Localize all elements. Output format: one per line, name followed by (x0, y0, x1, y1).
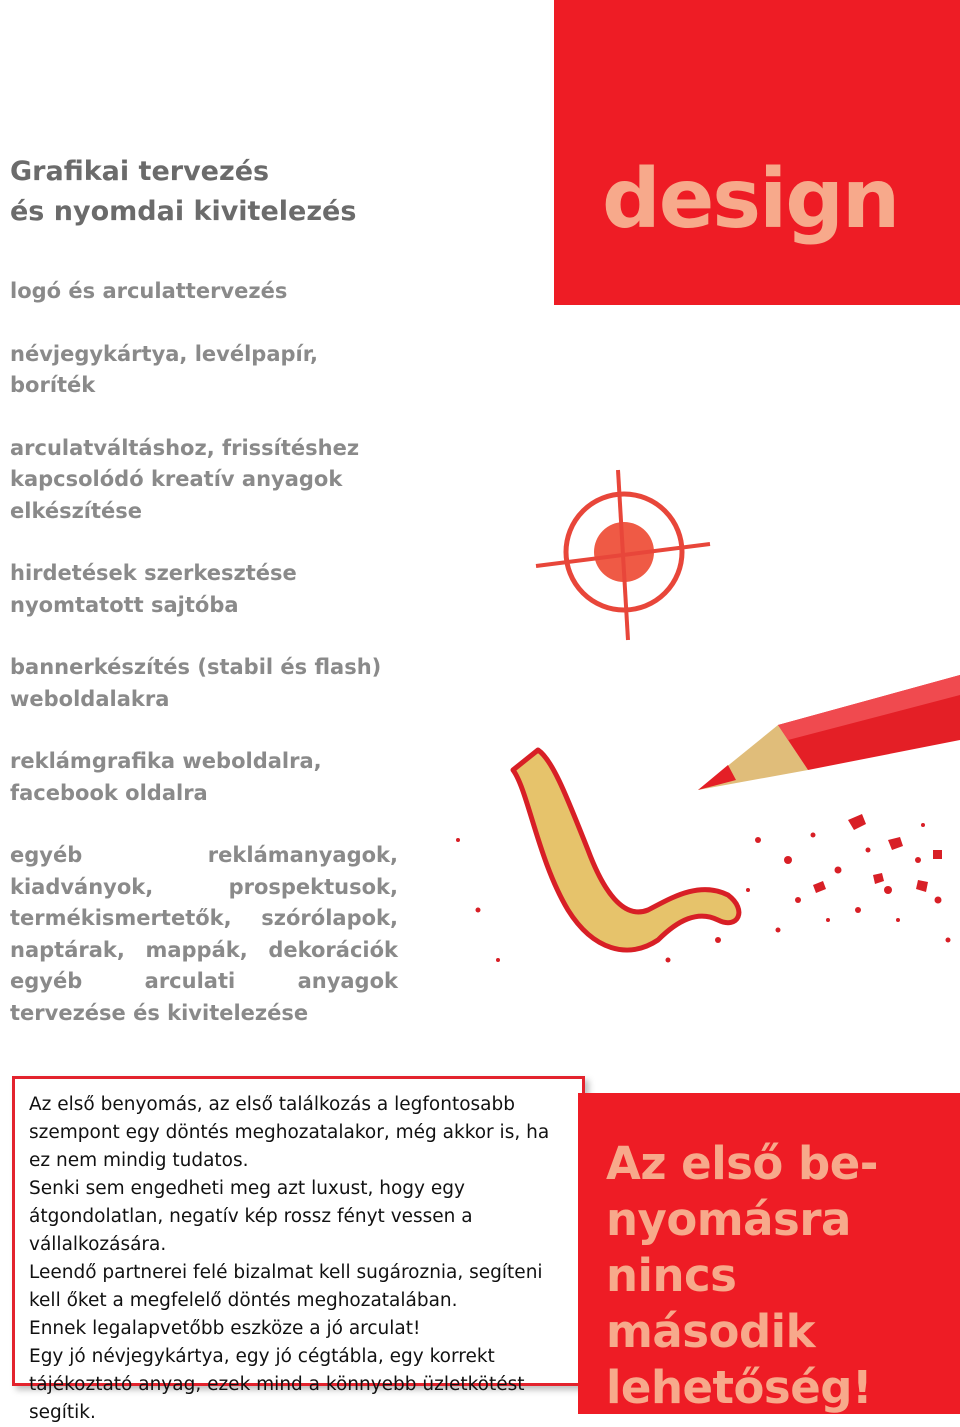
service-item: arculatváltáshoz, frissítéshez kapcsolódó kreatív anyagok elkészítése (10, 435, 360, 523)
service-item: logó és arculattervezés (10, 279, 288, 303)
design-word: design (602, 152, 899, 247)
intro-paragraph: Az első benyomás, az első találkozás a legfontosabb szempont egy döntés meghozatalakor, még akkor is, ha ez nem mindig tudatos. (29, 1094, 550, 1171)
service-item: egyéb reklámanyagok, kiadványok, prospektusok, termékismertetők, szórólapok, naptárak, mappák, dekorációk egyéb arculati anyagok tervezése és kivitelezése (10, 843, 398, 1025)
slogan-line: nincs második (606, 1249, 816, 1358)
pencil-target-illustration (418, 440, 960, 1000)
slogan-line: nyomásra (606, 1193, 851, 1246)
service-item: névjegykártya, levélpapír, boríték (10, 341, 318, 397)
services-list (10, 276, 398, 1060)
slogan-line: lehetőség! (606, 1361, 872, 1414)
pencil-icon (698, 675, 960, 790)
target-icon (536, 470, 710, 640)
page-title-line-2: és nyomdai kivitelezés (10, 196, 357, 227)
service-item: hirdetések szerkesztése nyomtatott sajtóba (10, 561, 297, 617)
page-title-line-1: Grafikai tervezés (10, 156, 270, 187)
page-title (10, 152, 430, 232)
intro-paragraph: Leendő partnerei felé bizalmat kell sugároznia, segíteni kell őket a megfelelő döntés meghozatalában. (29, 1262, 543, 1311)
service-item: reklámgrafika weboldalra, facebook oldalra (10, 749, 322, 805)
wood-shaving-icon (513, 750, 739, 950)
intro-paragraph: Ennek legalapvetőbb eszköze a jó arculat! (29, 1318, 421, 1339)
slogan-line: Az első be- (606, 1137, 878, 1190)
intro-paragraph: Egy jó névjegykártya, egy jó cégtábla, egy korrekt tájékoztató anyag, ezek mind a könnyebb üzletkötést segítik. (29, 1346, 525, 1423)
slogan (606, 1136, 956, 1416)
intro-paragraph: Senki sem engedheti meg azt luxust, hogy egy átgondolatlan, negatív kép rossz fényt vessen a vállalkozására. (29, 1178, 473, 1255)
intro-text (29, 1091, 569, 1427)
intro-text-box (12, 1076, 585, 1423)
service-item: bannerkészítés (stabil és flash) weboldalakra (10, 655, 382, 711)
